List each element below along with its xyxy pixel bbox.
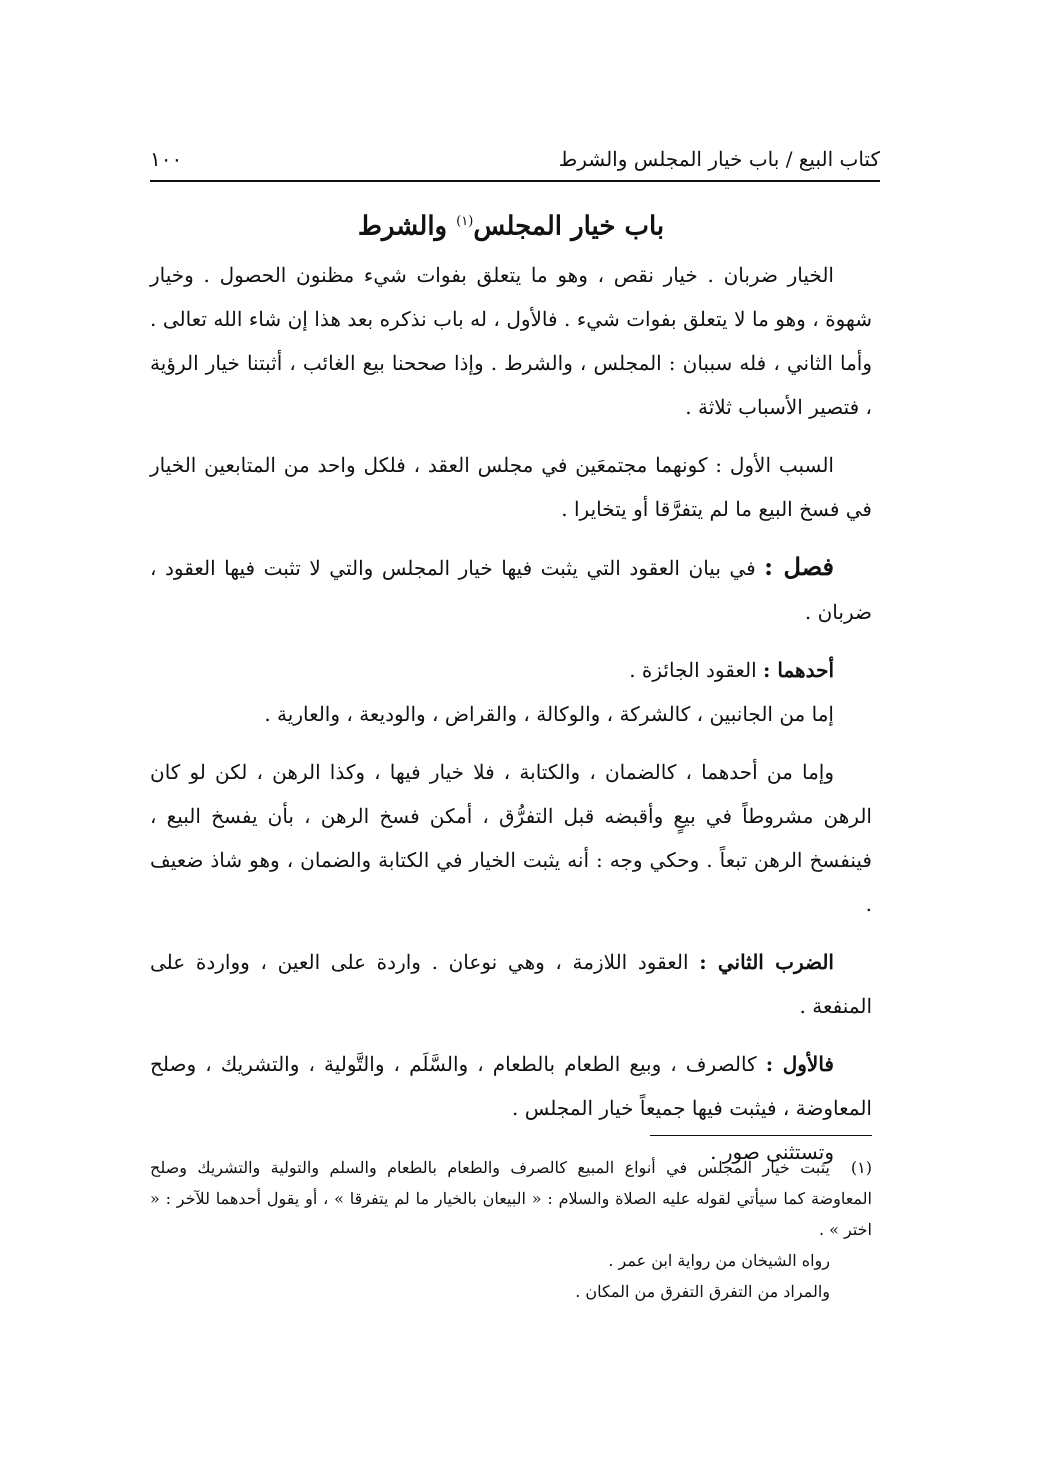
- section-lead: فصل :: [764, 551, 834, 581]
- paragraph-4-lead: أحدهما :: [763, 657, 834, 682]
- footnote-ref: (١): [456, 214, 474, 229]
- footnote-1-text: يثبت خيار المجلس في أنواع المبيع كالصرف والطعام بالطعام والسلم والتولية والتشريك وصلح المعاوضة كما سيأتي لقوله عليه الصلاة والسلام : « البيعان بالخيار ما لم يتفرقا » ، أو يقول أحدهما للآخر : « اختر » .: [150, 1158, 873, 1239]
- footnote-rule: [650, 1135, 872, 1136]
- paragraph-9: وتستثنى صور .: [710, 1139, 834, 1164]
- paragraph-4: [150, 648, 872, 692]
- paragraph-6: وإما من أحدهما ، كالضمان ، والكتابة ، فلا خيار فيها ، وكذا الرهن ، لكن لو كان الرهن مشروطاً في بيعٍ وأقبضه قبل التفرُّق ، أمكن فسخ الرهن ، بأن يفسخ البيع ، فينفسخ الرهن تبعاً . وحكي وجه : أنه يثبت الخيار في الكتابة والضمان ، وهو شاذ ضعيف .: [150, 759, 872, 916]
- paragraph-5: إما من الجانبين ، كالشركة ، والوكالة ، والقراض ، والوديعة ، والعارية .: [264, 701, 834, 726]
- paragraph-7: [150, 940, 872, 1028]
- paragraph-3-text: في بيان العقود التي يثبت فيها خيار المجلس والتي لا تثبت فيها العقود ، ضربان .: [150, 555, 872, 624]
- footnotes: [150, 1152, 872, 1307]
- paragraph-7-text: العقود اللازمة ، وهي نوعان . واردة على العين ، وواردة على المنفعة .: [150, 949, 872, 1018]
- running-title: كتاب البيع / باب خيار المجلس والشرط: [558, 147, 880, 171]
- footnote-number: (١): [850, 1158, 872, 1177]
- paragraph-8: [150, 1042, 872, 1130]
- paragraph-3: [150, 545, 872, 634]
- chapter-title: [150, 198, 872, 251]
- footnote-line-3: والمراد من التفرق التفرق من المكان .: [575, 1282, 830, 1301]
- chapter-title-text: باب خيار المجلس: [473, 211, 665, 242]
- paragraph-1: الخيار ضربان . خيار نقص ، وهو ما يتعلق بفوات شيء مظنون الحصول . وخيار شهوة ، وهو ما لا يتعلق بفوات شيء . فالأول ، له باب نذكره بعد هذا إن شاء الله تعالى . وأما الثاني ، فله سببان : المجلس ، والشرط . وإذا صححنا بيع الغائب ، أثبتنا خيار الرؤية ، فتصير الأسباب ثلاثة .: [150, 262, 872, 419]
- header-rule: [150, 180, 880, 182]
- paragraph-4-text: العقود الجائزة .: [629, 657, 764, 682]
- paragraph-7-lead: الضرب الثاني :: [699, 949, 834, 974]
- paragraph-8-lead: فالأول :: [765, 1051, 834, 1076]
- footnote-1: [150, 1152, 872, 1245]
- chapter-title-suffix: والشرط: [357, 211, 457, 242]
- page-number: ١٠٠: [150, 147, 183, 171]
- paragraph-2: السبب الأول : كونهما مجتمعَين في مجلس العقد ، فلكل واحد من المتابعين الخيار في فسخ البيع ما لم يتفرَّقا أو يتخايرا .: [150, 452, 872, 521]
- paragraph-8-text: كالصرف ، وبيع الطعام بالطعام ، والسَّلَم ، والتَّولية ، والتشريك ، وصلح المعاوضة ، فيثبت فيها جميعاً خيار المجلس .: [150, 1051, 872, 1120]
- page-header: [150, 138, 880, 180]
- footnote-line-2: رواه الشيخان من رواية ابن عمر .: [608, 1251, 830, 1270]
- main-text: [150, 198, 872, 1188]
